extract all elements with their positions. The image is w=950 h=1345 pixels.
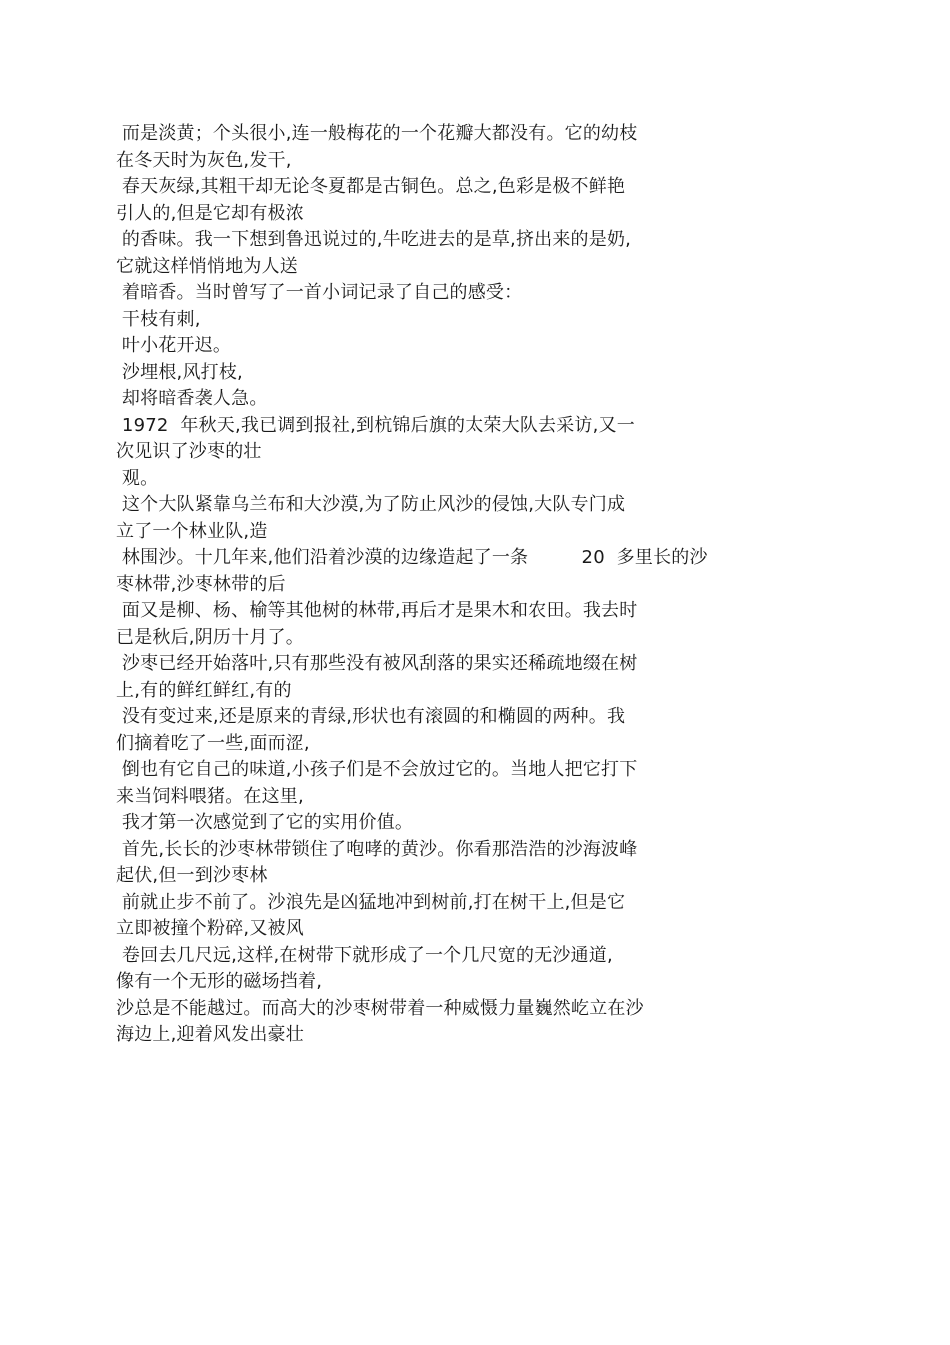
text-line: 立即被撞个粉碎,又被风: [116, 918, 304, 939]
text-line: 起伏,但一到沙枣林: [116, 865, 268, 886]
poem-line: 沙埋根,风打枝,: [116, 361, 243, 383]
text-line: 1972 年秋天,我已调到报社,到杭锦后旗的太荣大队去采访,又一: [116, 414, 635, 436]
text-line: 的香味。我一下想到鲁迅说过的,牛吃进去的是草,挤出来的是奶,: [116, 229, 632, 250]
poem-line: 叶小花开迟。: [116, 335, 232, 356]
text-line: 沙枣已经开始落叶,只有那些没有被风刮落的果实还稀疏地缀在树: [116, 653, 638, 674]
poem-line: 干枝有刺,: [116, 308, 201, 330]
text-line: 像有一个无形的磁场挡着,: [116, 971, 323, 992]
text-line: 海边上,迎着风发出豪壮: [116, 1024, 304, 1045]
text-line: 沙总是不能越过。而高大的沙枣树带着一种威慑力量巍然屹立在沙: [116, 997, 644, 1019]
text-line: 这个大队紧靠乌兰布和大沙漠,为了防止风沙的侵蚀,大队专门成: [116, 494, 626, 515]
text-line: 它就这样悄悄地为人送: [116, 255, 298, 277]
text-line: 倒也有它自己的味道,小孩子们是不会放过它的。当地人把它打下: [116, 759, 638, 780]
text-line: 观。: [116, 467, 159, 489]
text-line: 次见识了沙枣的壮: [116, 441, 262, 462]
text-line: 前就止步不前了。沙浪先是凶猛地冲到树前,打在树干上,但是它: [116, 891, 626, 913]
text-line: 我才第一次感觉到了它的实用价值。: [116, 812, 414, 833]
body-text: [116, 121, 836, 1049]
text-line: 没有变过来,还是原来的青绿,形状也有滚圆的和椭圆的两种。我: [116, 706, 626, 727]
text-line: 春天灰绿,其粗干却无论冬夏都是古铜色。总之,色彩是极不鲜艳: [116, 176, 626, 197]
text-line: 面又是柳、杨、榆等其他树的林带,再后才是果木和农田。我去时: [116, 600, 638, 621]
text-line: 林围沙。十几年来,他们沿着沙漠的边缘造起了一条 20 多里长的沙: [116, 547, 708, 568]
text-line: 卷回去几尺远,这样,在树带下就形成了一个几尺宽的无沙通道,: [116, 944, 613, 966]
text-line: 立了一个林业队,造: [116, 520, 268, 542]
text-line: 来当饲料喂猪。在这里,: [116, 785, 304, 807]
text-line: 引人的,但是它却有极浓: [116, 202, 304, 224]
text-line: 而是淡黄；个头很小,连一般梅花的一个花瓣大都没有。它的幼枝: [116, 123, 638, 144]
text-line: 们摘着吃了一些,面而涩,: [116, 732, 310, 754]
text-line: 在冬天时为灰色,发干,: [116, 149, 292, 171]
poem-line: 却将暗香袭人急。: [116, 388, 268, 409]
text-line: 上,有的鲜红鲜红,有的: [116, 679, 292, 701]
text-line: 着暗香。当时曾写了一首小词记录了自己的感受：: [116, 282, 523, 303]
text-line: 已是秋后,阴历十月了。: [116, 626, 304, 648]
text-line: 首先,长长的沙枣林带锁住了咆哮的黄沙。你看那浩浩的沙海波峰: [116, 838, 638, 860]
text-line: 枣林带,沙枣林带的后: [116, 573, 286, 595]
